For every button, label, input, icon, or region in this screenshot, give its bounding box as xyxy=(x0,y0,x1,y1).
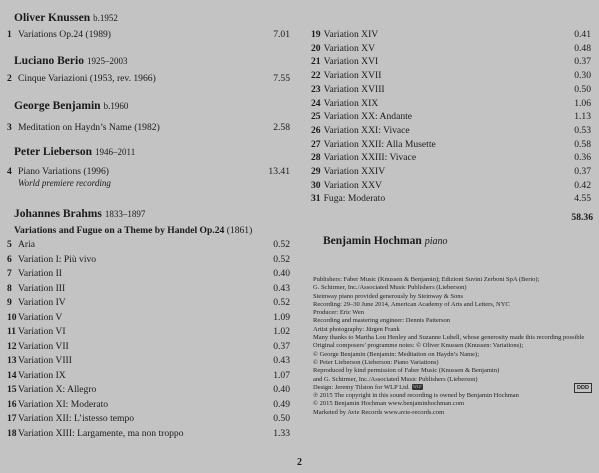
track-row xyxy=(311,124,597,137)
track-row xyxy=(7,412,290,425)
performer xyxy=(323,235,448,247)
track-duration: 0.50 xyxy=(574,83,591,95)
track-title: Variation I: Più vivo xyxy=(18,253,97,265)
credit-line: Reproduced by kind permission of Faber Music (Knussen & Benjamin) xyxy=(313,367,500,375)
track-title: Variation IX xyxy=(18,369,66,381)
credit-line: Recording and mastering engineer: Dennis Patterson xyxy=(313,317,451,325)
track-number: 2 xyxy=(7,73,12,84)
page-number: 2 xyxy=(297,457,302,468)
credit-line: Marketed by Avie Records www.avie-records.com xyxy=(313,408,445,416)
track-duration: 4.55 xyxy=(574,193,591,205)
track-number: 14 xyxy=(7,369,17,381)
track-duration: 0.37 xyxy=(273,340,290,352)
track-duration: 13.41 xyxy=(268,166,290,177)
track-row xyxy=(7,398,290,411)
track-number: 12 xyxy=(7,340,17,352)
track-number: 25 xyxy=(311,111,321,123)
track-duration: 0.52 xyxy=(273,253,290,265)
track-row xyxy=(7,340,290,353)
track-duration: 0.52 xyxy=(273,239,290,250)
track-number: 23 xyxy=(311,83,321,95)
track-number: 6 xyxy=(7,253,12,265)
track-row xyxy=(7,354,290,367)
ddd-badge: DDD xyxy=(574,383,592,393)
track-title: Variation XIII: Largamente, ma non troppo xyxy=(18,427,184,439)
work-heading xyxy=(14,225,252,236)
credit-line: © 2015 Benjamin Hochman www.benjaminhochman.com xyxy=(313,400,465,408)
track-number: 26 xyxy=(311,124,321,136)
track-title: 31 Fuga: Moderato xyxy=(311,193,386,205)
track-duration: 0.40 xyxy=(273,384,290,395)
composer-heading xyxy=(14,12,118,24)
composer-heading xyxy=(14,100,128,112)
credit-line: and G. Schirmer, Inc./Associated Music Publishers (Lieberson) xyxy=(313,375,478,383)
track-number: 30 xyxy=(311,179,321,191)
track-title: 19 Variation XIV xyxy=(311,29,379,40)
credit-line: Recording: 29–30 June 2014, American Academy of Arts and Letters, NYC xyxy=(313,300,510,308)
track-row xyxy=(311,151,597,164)
track-title: Variation X: Allegro xyxy=(18,384,97,395)
track-row xyxy=(311,165,597,178)
track-title: Variation III xyxy=(18,282,66,294)
track-year: (1989) xyxy=(85,29,111,40)
track-number: 27 xyxy=(311,138,321,150)
track-duration: 1.09 xyxy=(273,311,290,323)
track-row xyxy=(7,311,290,324)
track-number: 4 xyxy=(7,166,12,177)
track-title: 24 Variation XIX xyxy=(311,97,379,109)
track-title: 21 Variation XVI xyxy=(311,56,379,68)
track-year: (1996) xyxy=(83,166,109,177)
track-number: 16 xyxy=(7,398,17,410)
track-number: 28 xyxy=(311,152,321,164)
composer-heading xyxy=(14,55,127,67)
track-row xyxy=(311,97,597,110)
track-row xyxy=(7,28,290,41)
credit-line: ℗ 2015 The copyright in this sound recording is owned by Benjamin Hochman xyxy=(313,392,519,400)
track-duration: 0.42 xyxy=(574,179,591,191)
composer-name: Peter Lieberson xyxy=(14,146,93,158)
track-number: 19 xyxy=(311,29,321,40)
track-row xyxy=(7,296,290,309)
track-title: Variation V xyxy=(18,311,63,323)
composer-name: George Benjamin xyxy=(14,100,101,112)
credit-line: Many thanks to Martha Lou Henley and Suzanne Lubell, whose generosity made this recording possible xyxy=(313,334,585,342)
track-row xyxy=(311,179,597,192)
credit-line: Steinway piano provided generously by Steinway & Sons xyxy=(313,292,464,300)
track-duration: 0.43 xyxy=(273,355,290,366)
track-duration: 1.13 xyxy=(574,111,591,123)
track-number: 13 xyxy=(7,355,17,366)
track-title: Cinque Variazioni (1953, rev. 1966) xyxy=(18,73,156,84)
track-title: Variation VII xyxy=(18,340,69,352)
composer-name: Luciano Berio xyxy=(14,55,84,67)
track-title: 22 Variation XVII xyxy=(311,70,382,82)
track-number: 31 xyxy=(311,193,321,205)
track-number: 15 xyxy=(7,384,17,395)
total-duration: 58.36 xyxy=(571,212,593,223)
track-number: 1 xyxy=(7,29,12,40)
track-duration: 1.33 xyxy=(273,427,290,439)
credit-line: © George Benjamin (Benjamin: Meditation on Haydn’s Name); xyxy=(313,350,480,358)
work-title: Variations and Fugue on a Theme by Handel Op.24 xyxy=(14,225,225,236)
composer-dates: b.1960 xyxy=(103,101,129,111)
composer-dates: 1946–2011 xyxy=(95,147,136,157)
track-number: 29 xyxy=(311,166,321,177)
track-title: Variation VI xyxy=(18,326,66,337)
track-row xyxy=(311,69,597,82)
track-number: 3 xyxy=(7,122,12,133)
track-row xyxy=(7,325,290,338)
credit-line: Original composers’ programme notes: © Oliver Knussen (Knussen: Variations); xyxy=(313,342,524,350)
track-number: 20 xyxy=(311,42,321,54)
track-number: 24 xyxy=(311,97,321,109)
credit-line: Artist photography: Jürgen Frank xyxy=(313,325,400,333)
track-duration: 0.48 xyxy=(574,42,591,54)
track-row xyxy=(7,369,290,382)
composer-dates: b.1952 xyxy=(93,13,118,23)
track-duration: 1.02 xyxy=(273,326,290,337)
composer-name: Johannes Brahms xyxy=(14,208,102,220)
credit-line: Design: Jeremy Tilston for WLP Ltd. WLP xyxy=(313,383,422,391)
composer-dates: 1833–1897 xyxy=(104,209,146,219)
credit-line: © Peter Lieberson (Lieberson: Piano Variations) xyxy=(313,358,439,366)
track-duration: 0.37 xyxy=(574,56,591,68)
credit-line: Producer: Eric Wen xyxy=(313,309,364,317)
track-duration: 0.43 xyxy=(273,282,290,294)
track-title: 20 Variation XV xyxy=(311,42,376,54)
wlp-logo: WLP xyxy=(413,384,422,390)
track-row xyxy=(311,110,597,123)
track-duration: 7.55 xyxy=(273,73,290,84)
track-duration: 0.53 xyxy=(574,124,591,136)
track-duration: 0.58 xyxy=(574,138,591,150)
track-row xyxy=(7,165,290,178)
credits-block xyxy=(313,276,597,417)
track-number: 5 xyxy=(7,239,12,250)
track-duration: 0.49 xyxy=(273,398,290,410)
track-row xyxy=(7,253,290,266)
track-row xyxy=(7,238,290,251)
track-number: 21 xyxy=(311,56,321,68)
credit-line: G. Schirmer, Inc./Associated Music Publishers (Lieberson) xyxy=(313,284,467,292)
track-row xyxy=(311,138,597,151)
track-row xyxy=(7,267,290,280)
track-duration: 0.30 xyxy=(574,70,591,82)
track-title: Meditation on Haydn’s Name (1982) xyxy=(18,122,160,133)
track-title: 30 Variation XXV xyxy=(311,179,382,191)
track-title: Variation IV xyxy=(18,297,66,308)
track-number: 22 xyxy=(311,70,321,82)
track-title: Piano Variations (1996) xyxy=(18,166,109,177)
work-year: (1861) xyxy=(226,225,253,236)
performer-name: Benjamin Hochman xyxy=(323,235,422,247)
track-number: 11 xyxy=(7,326,17,337)
track-note: World premiere recording xyxy=(18,178,111,188)
composer-heading xyxy=(14,146,135,158)
track-title: Variation II xyxy=(18,268,62,279)
track-number: 17 xyxy=(7,413,17,424)
credit-line: Publishers: Faber Music (Knussen & Benjamin); Edizioni Suvini Zerboni SpA (Berio); xyxy=(313,276,540,283)
track-duration: 1.07 xyxy=(273,369,290,381)
track-duration: 0.52 xyxy=(273,297,290,308)
performer-role: piano xyxy=(424,236,448,247)
track-duration: 0.40 xyxy=(273,268,290,279)
track-row xyxy=(7,121,290,134)
track-title: Variations Op.24 (1989) xyxy=(18,29,111,40)
composer-heading xyxy=(14,208,145,220)
track-title: 29 Variation XXIV xyxy=(311,166,386,177)
track-row xyxy=(311,192,597,205)
track-duration: 0.50 xyxy=(273,413,290,424)
track-title: 27 Variation XXII: Alla Musette xyxy=(311,138,436,150)
track-title: Variation VIII xyxy=(18,355,72,366)
track-row xyxy=(311,83,597,96)
track-duration: 2.58 xyxy=(273,122,290,133)
track-title: 28 Variation XXIII: Vivace xyxy=(311,152,417,164)
track-title: 23 Variation XVIII xyxy=(311,83,385,95)
track-number: 9 xyxy=(7,297,12,308)
track-year: (1982) xyxy=(134,122,160,133)
track-title: 26 Variation XXI: Vivace xyxy=(311,124,410,136)
track-row xyxy=(7,72,290,85)
track-number: 8 xyxy=(7,282,12,294)
track-duration: 1.06 xyxy=(574,97,591,109)
track-duration: 0.41 xyxy=(574,29,591,40)
track-duration: 7.01 xyxy=(273,29,290,40)
track-number: 7 xyxy=(7,268,12,279)
track-row xyxy=(311,55,597,68)
composer-name: Oliver Knussen xyxy=(14,12,91,24)
track-row xyxy=(7,282,290,295)
track-title: Aria xyxy=(18,239,36,250)
track-row xyxy=(311,28,597,41)
track-number: 10 xyxy=(7,311,17,323)
track-duration: 0.36 xyxy=(574,152,591,164)
track-row xyxy=(7,427,290,440)
track-year: (1953, rev. 1966) xyxy=(89,73,156,84)
track-row xyxy=(7,383,290,396)
composer-dates: 1925–2003 xyxy=(86,56,128,66)
track-duration: 0.37 xyxy=(574,166,591,177)
track-title: Variation XI: Moderato xyxy=(18,398,109,410)
track-title: 25 Variation XX: Andante xyxy=(311,111,413,123)
track-row xyxy=(311,42,597,55)
track-title: Variation XII: L’istesso tempo xyxy=(18,413,135,424)
track-number: 18 xyxy=(7,427,17,439)
